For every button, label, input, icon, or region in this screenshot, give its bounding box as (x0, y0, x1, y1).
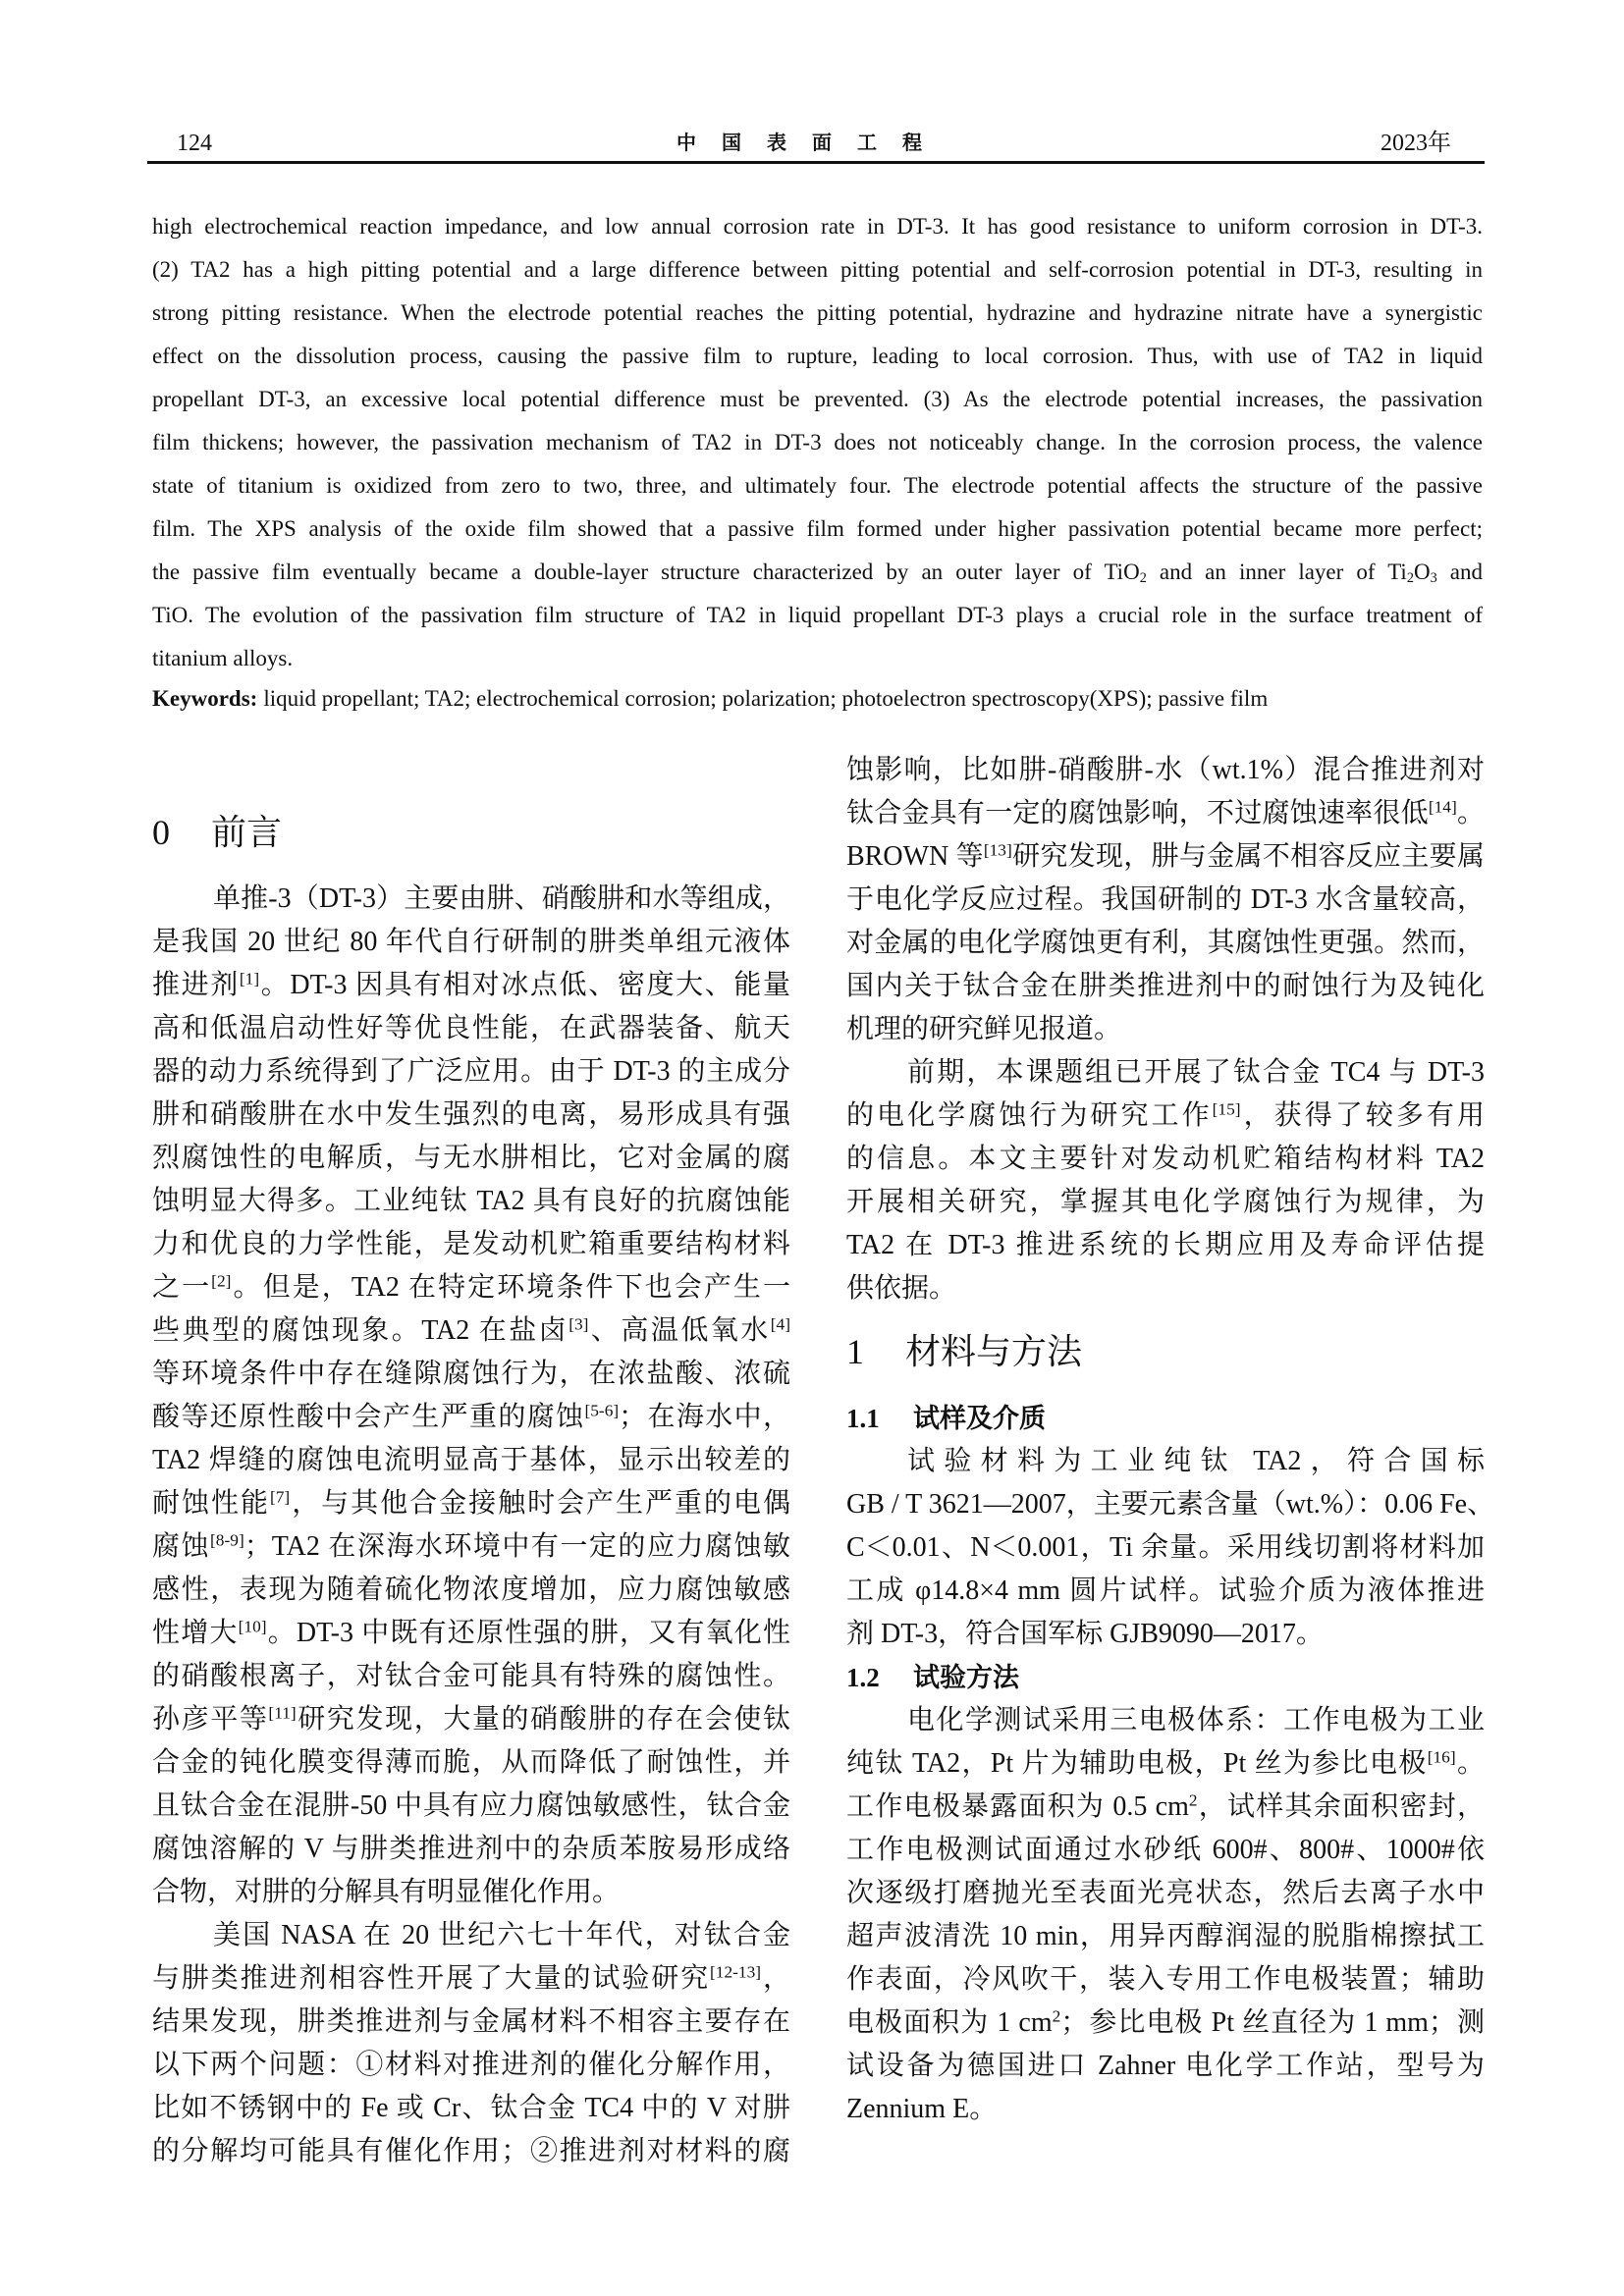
subscript: 2 (1139, 569, 1147, 586)
citation-superscript: [8-9] (210, 1530, 244, 1550)
text-line: 与肼类推进剂相容性开展了大量的试验研究[12-13]， (152, 1962, 790, 1994)
citation-superscript: [12-13] (710, 1962, 762, 1982)
subsection-heading (846, 1397, 1485, 1440)
citation-superscript: 2 (1052, 2006, 1061, 2026)
english-abstract (152, 205, 1483, 680)
citation-superscript: [1] (239, 969, 260, 988)
text-line: 试验材料为工业纯钛 TA2，符合国标 (907, 1446, 1485, 1476)
abstract-line: titanium alloys. (152, 646, 294, 670)
text-line: 前期，本课题组已开展了钛合金 TC4 与 DT-3 (907, 1057, 1485, 1088)
text-line: 耐蚀性能[7]，与其他合金接触时会产生严重的电偶 (152, 1487, 790, 1519)
heading-text: 试验方法 (913, 1663, 1019, 1692)
abstract-line: strong pitting resistance. When the electrode potential reaches the pitting potential, hydrazine and hydrazine nitrate have a synergistic (152, 300, 1483, 325)
citation-superscript: [14] (1428, 797, 1457, 817)
text-line: 工成 φ14.8×4 mm 圆片试样。试验介质为液体推进 (846, 1575, 1485, 1606)
heading-text: 前言 (211, 813, 283, 852)
text-line: 肼和硝酸肼在水中发生强烈的电离，易形成具有强 (152, 1099, 790, 1130)
text-line: 比如不锈钢中的 Fe 或 Cr、钛合金 TC4 中的 V 对肼 (152, 2093, 790, 2123)
abstract-line: the passive film eventually became a double-layer structure characterized by an outer layer of TiO$_2$ and an inner layer of $Ti_2O_3$ and (152, 560, 1483, 586)
text-line: 电化学测试采用三电极体系：工作电极为工业 (907, 1705, 1485, 1735)
section-heading (152, 811, 790, 854)
right-column (846, 749, 1495, 2131)
subscript: 3 (1430, 569, 1437, 586)
heading-number: 0 (152, 813, 170, 852)
abstract-line: propellant DT-3, an excessive local potential difference must be prevented. (3) As the electrode potential increases, the passivation (152, 387, 1483, 411)
text-line: 且钛合金在混肼-50 中具有应力腐蚀敏感性，钛合金 (152, 1790, 790, 1821)
text-line: 合金的钝化膜变得薄而脆，从而降低了耐蚀性，并 (152, 1747, 790, 1778)
keywords-text: liquid propellant; TA2; electrochemical corrosion; polarization; photoelectron spectroscopy(XPS); passive film (263, 686, 1269, 711)
text-line: 腐蚀溶解的 V 与肼类推进剂中的杂质苯胺易形成络 (152, 1834, 790, 1864)
text-line: 对金属的电化学腐蚀更有利，其腐蚀性更强。然而， (846, 928, 1485, 958)
text-line: 的电化学腐蚀行为研究工作[15]，获得了较多有用 (846, 1099, 1485, 1131)
citation-superscript: [16] (1427, 1747, 1456, 1767)
paragraph (846, 1699, 1485, 2131)
abstract-line: film. The XPS analysis of the oxide film showed that a passive film formed under higher passivation potential became more perfect; (152, 516, 1483, 541)
text-line: 性增大[10]。DT-3 中既有还原性强的肼，又有氧化性 (152, 1617, 790, 1648)
text-line: 工作电极测试面通过水砂纸 600#、800#、1000#依 (846, 1835, 1485, 1865)
text-line: 蚀影响，比如肼-硝酸肼-水（wt.1%）混合推进剂对 (846, 755, 1485, 785)
abstract-line: (2) TA2 has a high pitting potential and a large difference between pitting potential and self-corrosion potential in DT-3, resulting in (152, 257, 1483, 282)
paragraph (846, 1051, 1485, 1310)
paragraph (152, 1914, 790, 2173)
citation-superscript: 2 (1188, 1790, 1198, 1810)
text-line: 美国 NASA 在 20 世纪六七十年代，对钛合金 (213, 1920, 790, 1950)
text-line: 次逐级打磨抛光至表面光亮状态，然后去离子水中 (846, 1878, 1485, 1908)
text-line: 烈腐蚀性的电解质，与无水肼相比，它对金属的腐 (152, 1143, 790, 1173)
text-line: 开展相关研究，掌握其电化学腐蚀行为规律，为 (846, 1187, 1485, 1217)
page-number: 124 (177, 131, 212, 156)
citation-superscript: [5-6] (584, 1401, 620, 1420)
text-line: 力和优良的力学性能，是发动机贮箱重要结构材料 (152, 1229, 790, 1259)
text-line: BROWN 等[13]研究发现，肼与金属不相容反应主要属 (846, 840, 1485, 872)
citation-superscript: [13] (983, 840, 1012, 860)
text-line: 孙彦平等[11]研究发现，大量的硝酸肼的存在会使钛 (152, 1703, 790, 1735)
text-line: 钛合金具有一定的腐蚀影响，不过腐蚀速率很低[14]。 (846, 797, 1485, 828)
subsection-heading (846, 1656, 1485, 1699)
text-line: 工作电极暴露面积为 0.5 $cm^2$，试样其余面积密封， (846, 1790, 1485, 1822)
abstract-line: effect on the dissolution process, causing the passive film to rupture, leading to local corrosion. Thus, with use of TA2 in liquid (152, 344, 1483, 368)
paragraph (846, 1440, 1495, 1656)
citation-superscript: [2] (211, 1271, 232, 1291)
heading-text: 材料与方法 (905, 1332, 1083, 1371)
keywords (152, 679, 1268, 719)
text-line: C＜0.01、N＜0.001，Ti 余量。采用线切割将材料加 (846, 1532, 1485, 1563)
text-line: 剂 DT-3，符合国军标 GJB9090—2017。 (846, 1619, 1324, 1649)
text-line: 的分解均可能具有催化作用；②推进剂对材料的腐 (152, 2136, 790, 2166)
text-line: 超声波清洗 10 min，用异丙醇润湿的脱脂棉擦拭工 (846, 1921, 1485, 1951)
text-line: 高和低温启动性好等优良性能，在武器装备、航天 (152, 1013, 790, 1043)
text-line: 蚀明显大得多。工业纯钛 TA2 具有良好的抗腐蚀能 (152, 1186, 790, 1216)
text-line: 单推-3（DT-3）主要由肼、硝酸肼和水等组成， (213, 883, 790, 914)
keywords-label: Keywords: (152, 686, 258, 711)
text-line: 器的动力系统得到了广泛应用。由于 DT-3 的主成分 (152, 1056, 790, 1087)
heading-number: 1.1 (846, 1404, 880, 1433)
text-line: 作表面，冷风吹干，装入专用工作电极装置；辅助 (846, 1964, 1485, 1995)
text-line: 酸等还原性酸中会产生严重的腐蚀[5-6]；在海水中， (152, 1401, 790, 1432)
text-line: 腐蚀[8-9]；TA2 在深海水环境中有一定的应力腐蚀敏 (152, 1530, 790, 1562)
citation-superscript: [11] (268, 1703, 297, 1723)
abstract-line: film thickens; however, the passivation mechanism of TA2 in DT-3 does not noticeably change. In the corrosion process, the valence (152, 430, 1483, 454)
text-line: 些典型的腐蚀现象。TA2 在盐卤[3]、高温低氧水[4] (152, 1314, 790, 1346)
heading-text: 试样及介质 (913, 1404, 1046, 1433)
section-heading (846, 1330, 1485, 1373)
citation-superscript: [15] (1212, 1099, 1241, 1119)
text-line: 等环境条件中存在缝隙腐蚀行为，在浓盐酸、浓硫 (152, 1359, 790, 1389)
text-line: 机理的研究鲜见报道。 (846, 1014, 1122, 1044)
text-line: GB / T 3621—2007，主要元素含量（wt.%）：0.06 Fe、 (846, 1489, 1495, 1520)
paragraph (152, 878, 790, 1914)
text-line: 结果发现，肼类推进剂与金属材料不相容主要存在 (152, 2006, 790, 2037)
left-column (152, 791, 790, 2173)
text-line: 之一[2]。但是，TA2 在特定环境条件下也会产生一 (152, 1271, 790, 1303)
text-line: 纯钛 TA2，Pt 片为辅助电极，Pt 丝为参比电极[16]。 (846, 1747, 1485, 1779)
heading-number: 1 (846, 1332, 864, 1371)
journal-title: 中国表面工程 (677, 133, 947, 154)
text-line: 的硝酸根离子，对钛合金可能具有特殊的腐蚀性。 (152, 1661, 790, 1691)
paragraph (846, 749, 1485, 1051)
subscript: 2 (1406, 569, 1414, 586)
abstract-line: TiO. The evolution of the passivation film structure of TA2 in liquid propellant DT-3 plays a crucial role in the surface treatment of (152, 603, 1483, 627)
text-line: 推进剂[1]。DT-3 因具有相对冰点低、密度大、能量 (152, 969, 790, 1000)
text-line: 以下两个问题：①材料对推进剂的催化分解作用， (152, 2050, 790, 2080)
text-line: 供依据。 (846, 1273, 957, 1304)
text-line: 合物，对肼的分解具有明显催化作用。 (152, 1877, 621, 1907)
citation-superscript: [4] (770, 1314, 790, 1334)
abstract-line: state of titanium is oxidized from zero to two, three, and ultimately four. The electrode potential affects the structure of the passive (152, 473, 1483, 498)
citation-superscript: [7] (269, 1487, 291, 1507)
citation-superscript: [10] (238, 1617, 267, 1636)
text-line: 于电化学反应过程。我国研制的 DT-3 水含量较高， (846, 884, 1485, 915)
heading-number: 1.2 (846, 1663, 880, 1692)
issue-year: 2023年 (1380, 131, 1451, 156)
text-line: 感性，表现为随着硫化物浓度增加，应力腐蚀敏感 (152, 1575, 790, 1605)
abstract-line: high electrochemical reaction impedance, and low annual corrosion rate in DT-3. It has good resistance to uniform corrosion in DT-3. (152, 214, 1483, 239)
text-line: Zennium E。 (846, 2094, 998, 2124)
text-line: TA2 焊缝的腐蚀电流明显高于基体，显示出较差的 (152, 1445, 790, 1475)
text-line: 是我国 20 世纪 80 年代自行研制的肼类单组元液体 (152, 927, 790, 957)
text-line: 试设备为德国进口 Zahner 电化学工作站，型号为 (846, 2051, 1485, 2081)
text-line: TA2 在 DT-3 推进系统的长期应用及寿命评估提 (846, 1230, 1485, 1260)
text-line: 电极面积为 1 $cm^2$；参比电极 Pt 丝直径为 1 mm；测 (846, 2006, 1485, 2038)
citation-superscript: [3] (568, 1314, 589, 1334)
text-line: 的信息。本文主要针对发动机贮箱结构材料 TA2 (846, 1144, 1485, 1174)
header-rule (147, 161, 1485, 164)
text-line: 国内关于钛合金在肼类推进剂中的耐蚀行为及钝化 (846, 971, 1485, 1001)
